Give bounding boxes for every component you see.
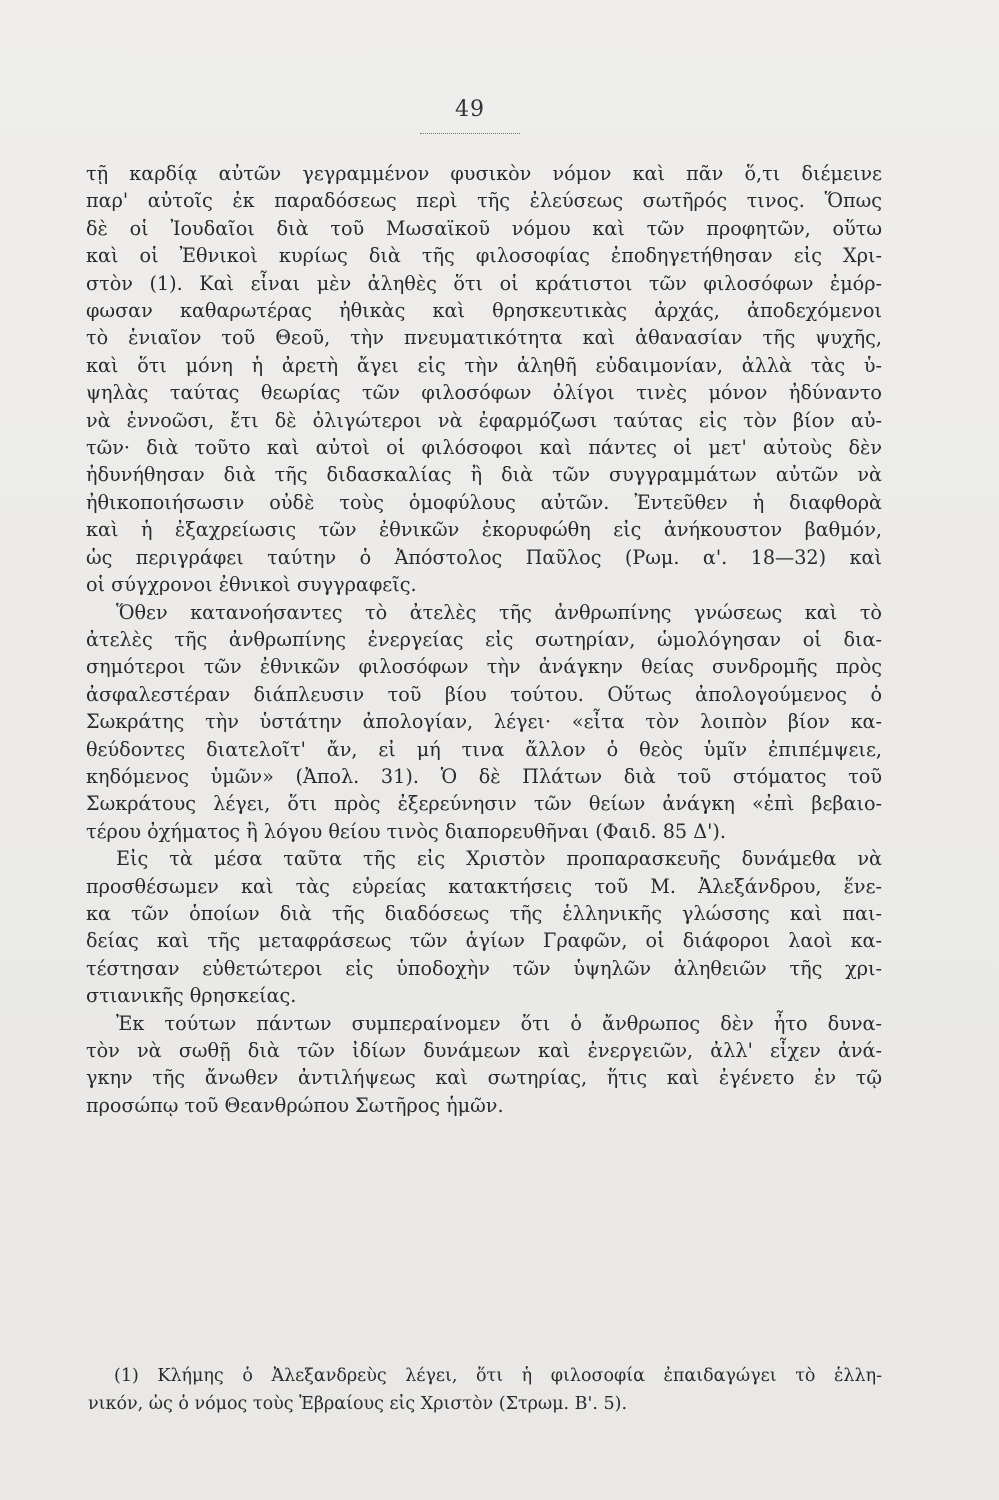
text-line: προσώπῳ τοῦ Θεανθρώπου Σωτῆρος ἡμῶν.: [86, 1093, 504, 1117]
page-number: 49: [455, 97, 485, 122]
text-line: ἀσφαλεστέραν διάπλευσιν τοῦ βίου τούτου. Οὕτως ἀπολογούμενος ὁ: [86, 682, 882, 706]
text-line: ὡς περιγράφει ταύτην ὁ Ἀπόστολος Παῦλος (Ρωμ. α'. 18—32) καὶ: [86, 545, 882, 569]
paragraph-4: [86, 1010, 882, 1120]
text-line: τῇ καρδίᾳ αὐτῶν γεγραμμένον φυσικὸν νόμον καὶ πᾶν ὅ,τι διέμεινε: [86, 162, 882, 185]
text-line: στὸν (1). Καὶ εἶναι μὲν ἀληθὲς ὅτι οἱ κράτιστοι τῶν φιλοσόφων ἐμόρ-: [86, 271, 882, 295]
text-line: νὰ ἐννοῶσι, ἔτι δὲ ὀλιγώτεροι νὰ ἐφαρμόζωσι ταύτας εἰς τὸν βίον αὐ-: [86, 408, 882, 432]
text-line: Σωκράτους λέγει, ὅτι πρὸς ἐξερεύνησιν τῶν θείων ἀνάγκη «ἐπὶ βεβαιο-: [86, 792, 882, 816]
footnote: [88, 1362, 882, 1418]
text-line: ἠθικοποιήσωσιν οὐδὲ τοὺς ὁμοφύλους αὐτῶν. Ἐντεῦθεν ἡ διαφθορὰ: [86, 490, 882, 514]
text-line: στιανικῆς θρησκείας.: [86, 984, 297, 1008]
text-line: τῶν· διὰ τοῦτο καὶ αὐτοὶ οἱ φιλόσοφοι καὶ πάντες οἱ μετ' αὐτοὺς δὲν: [86, 436, 882, 460]
text-line: κα τῶν ὁποίων διὰ τῆς διαδόσεως τῆς ἑλληνικῆς γλώσσης καὶ παι-: [86, 901, 882, 925]
text-line: Ὅθεν κατανοήσαντες τὸ ἀτελὲς τῆς ἀνθρωπίνης γνώσεως καὶ τὸ: [116, 600, 882, 624]
text-line: σημότεροι τῶν ἐθνικῶν φιλοσόφων τὴν ἀνάγκην θείας συνδρομῆς πρὸς: [86, 655, 882, 679]
text-line: καὶ οἱ Ἐθνικοὶ κυρίως διὰ τῆς φιλοσοφίας ἐποδηγετήθησαν εἰς Χρι-: [86, 244, 882, 268]
paragraph-2: [86, 599, 882, 846]
text-line: δείας καὶ τῆς μεταφράσεως τῶν ἁγίων Γραφῶν, οἱ διάφοροι λαοὶ κα-: [86, 929, 882, 953]
paragraph-3: [86, 845, 882, 1009]
text-line: ἠδυνήθησαν διὰ τῆς διδασκαλίας ἢ διὰ τῶν συγγραμμάτων αὐτῶν νὰ: [86, 463, 882, 487]
text-line: τέστησαν εὐθετώτεροι εἰς ὑποδοχὴν τῶν ὑψηλῶν ἀληθειῶν τῆς χρι-: [86, 956, 882, 980]
header-rule: [420, 133, 520, 134]
text-line: Εἰς τὰ μέσα ταῦτα τῆς εἰς Χριστὸν προπαρασκευῆς δυνάμεθα νὰ: [116, 847, 882, 871]
text-line: οἱ σύγχρονοι ἐθνικοὶ συγγραφεῖς.: [86, 573, 417, 597]
text-line: φωσαν καθαρωτέρας ἠθικὰς καὶ θρησκευτικὰς ἀρχάς, ἀποδεχόμενοι: [86, 299, 882, 323]
footnote-line: νικόν, ὡς ὁ νόμος τοὺς Ἑβραίους εἰς Χριστὸν (Στρωμ. Β'. 5).: [88, 1394, 628, 1414]
text-line: Σωκράτης τὴν ὑστάτην ἀπολογίαν, λέγει· «εἶτα τὸν λοιπὸν βίον κα-: [86, 710, 882, 734]
footnote-line: (1) Κλήμης ὁ Ἀλεξανδρεὺς λέγει, ὅτι ἡ φιλοσοφία ἐπαιδαγώγει τὸ ἑλλη-: [114, 1366, 882, 1386]
text-line: προσθέσωμεν καὶ τὰς εὐρείας κατακτήσεις τοῦ Μ. Ἀλεξάνδρου, ἕνε-: [86, 874, 882, 898]
text-line: ψηλὰς ταύτας θεωρίας τῶν φιλοσόφων ὀλίγοι τινὲς μόνον ἠδύναντο: [86, 381, 882, 405]
text-line: γκην τῆς ἄνωθεν ἀντιλήψεως καὶ σωτηρίας, ἥτις καὶ ἐγένετο ἐν τῷ: [86, 1066, 882, 1090]
text-line: τέρου ὀχήματος ἢ λόγου θείου τινὸς διαπορευθῆναι (Φαιδ. 85 Δ').: [86, 819, 726, 843]
text-line: παρ' αὐτοῖς ἐκ παραδόσεως περὶ τῆς ἐλεύσεως σωτῆρός τινος. Ὅπως: [86, 189, 882, 213]
text-line: τὸν νὰ σωθῇ διὰ τῶν ἰδίων δυνάμεων καὶ ἐνεργειῶν, ἀλλ' εἶχεν ἀνά-: [86, 1039, 882, 1062]
text-line: θεύδοντες διατελοῖτ' ἄν, εἰ μή τινα ἄλλον ὁ θεὸς ὑμῖν ἐπιπέμψειε,: [86, 737, 882, 761]
text-line: δὲ οἱ Ἰουδαῖοι διὰ τοῦ Μωσαϊκοῦ νόμου καὶ τῶν προφητῶν, οὕτω: [86, 216, 882, 240]
text-line: Ἐκ τούτων πάντων συμπεραίνομεν ὅτι ὁ ἄνθρωπος δὲν ἦτο δυνα-: [116, 1011, 882, 1035]
paragraph-1: [86, 160, 882, 599]
text-line: κηδόμενος ὑμῶν» (Ἀπολ. 31). Ὁ δὲ Πλάτων διὰ τοῦ στόματος τοῦ: [86, 764, 882, 788]
text-line: καὶ ὅτι μόνη ἡ ἀρετὴ ἄγει εἰς τὴν ἀληθῆ εὐδαιμονίαν, ἀλλὰ τὰς ὑ-: [86, 353, 882, 377]
text-line: ἀτελὲς τῆς ἀνθρωπίνης ἐνεργείας εἰς σωτηρίαν, ὡμολόγησαν οἱ δια-: [86, 627, 882, 651]
text-line: καὶ ἡ ἐξαχρείωσις τῶν ἐθνικῶν ἐκορυφώθη εἰς ἀνήκουστον βαθμόν,: [86, 518, 882, 542]
body-text: [86, 160, 882, 1119]
text-line: τὸ ἑνιαῖον τοῦ Θεοῦ, τὴν πνευματικότητα καὶ ἀθανασίαν τῆς ψυχῆς,: [86, 326, 882, 350]
